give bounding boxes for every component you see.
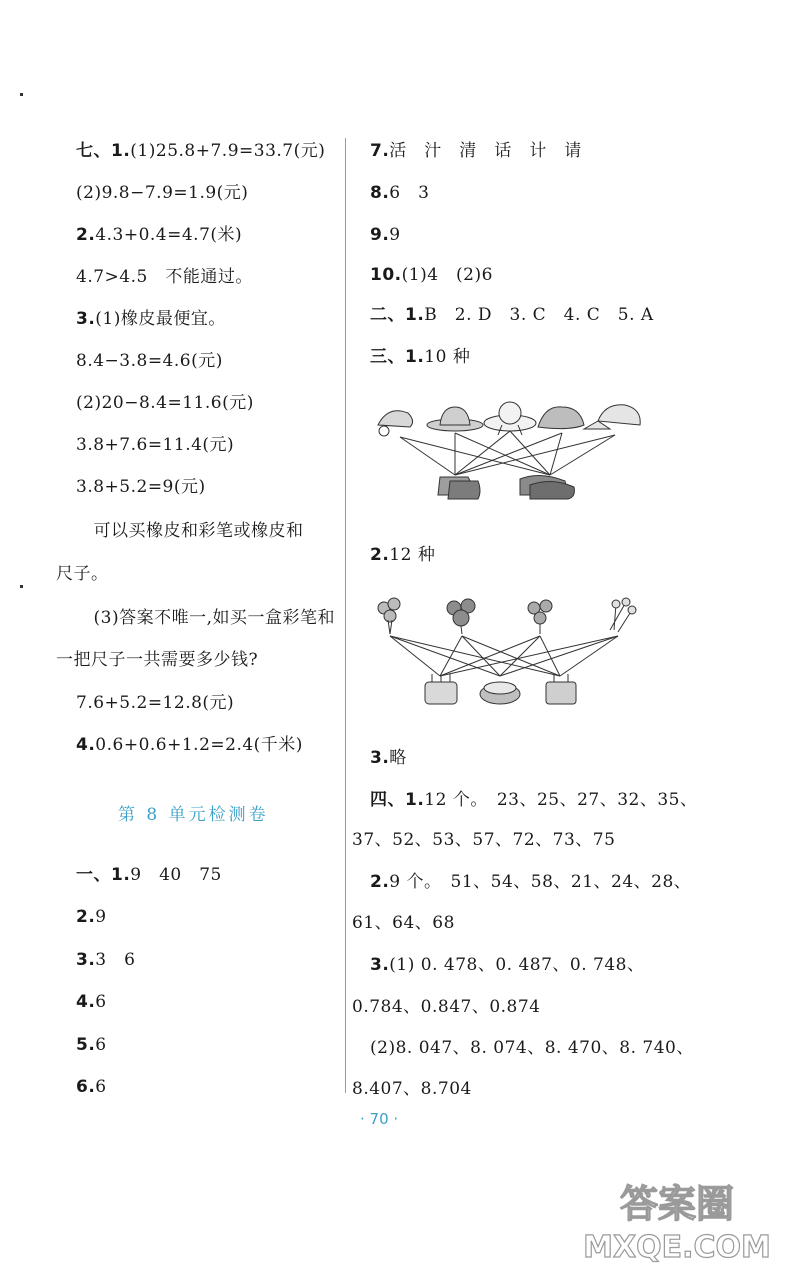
answer-line: 0.784、0.847、0.874 [352, 997, 541, 1017]
answer-line: 8.4−3.8=4.6(元) [76, 351, 223, 371]
hat-icon [484, 402, 536, 435]
shoe-icon [438, 477, 480, 499]
answer-line: 2.9 个。 51、54、58、21、24、28、 [370, 872, 692, 892]
answer-line: 4.7>4.5 不能通过。 [76, 267, 253, 287]
cake-icon [546, 674, 576, 704]
answer-line: 七、1.(1)25.8+7.9=33.7(元) [76, 141, 326, 161]
answer-line: (2)9.8−7.9=1.9(元) [76, 183, 249, 203]
answer-line: 3.(1)橡皮最便宜。 [76, 309, 226, 329]
answer-line: (2)20−8.4=11.6(元) [76, 393, 254, 413]
answer-line: 3.略 [370, 748, 407, 768]
answer-line: 37、52、53、57、72、73、75 [352, 830, 616, 850]
answer-line: 三、1.10 种 [370, 347, 471, 367]
hat-icon [378, 411, 413, 436]
hat-icon [427, 407, 483, 431]
flower-bouquet-icon [378, 598, 400, 634]
flowers-cakes-figure [370, 590, 650, 715]
answer-line: 4.6 [76, 992, 107, 1012]
answer-line: 3.8+5.2=9(元) [76, 477, 206, 497]
answer-line: 8.407、8.704 [352, 1079, 472, 1099]
watermark-logo [572, 1175, 782, 1265]
cake-icon [480, 682, 520, 704]
watermark-bottom: MXQE.COM [583, 1230, 771, 1265]
answer-line: 61、64、68 [352, 913, 455, 933]
cap-icon [584, 405, 640, 429]
answer-line: 3.8+7.6=11.4(元) [76, 435, 235, 455]
page-number: · 70 · [360, 1110, 399, 1128]
flower-bouquet-icon [447, 599, 475, 634]
section-title: 第 8 单元检测卷 [118, 805, 269, 825]
scan-mark [20, 93, 23, 96]
answer-line: 一、1.9 40 75 [76, 865, 222, 885]
hats-shoes-figure [370, 395, 650, 505]
answer-line: 6.6 [76, 1077, 107, 1097]
flower-bouquet-icon [610, 598, 636, 632]
answer-line: 尺子。 [56, 564, 109, 584]
flower-bouquet-icon [528, 600, 552, 634]
answer-line: 二、1.B 2. D 3. C 4. C 5. A [370, 305, 654, 325]
hat-icon [538, 407, 584, 429]
answer-line: 2.12 种 [370, 545, 436, 565]
scan-mark [20, 585, 23, 588]
answer-line: 3.(1) 0. 478、0. 487、0. 748、 [370, 955, 645, 975]
answer-line: 3.3 6 [76, 950, 136, 970]
column-divider [345, 138, 346, 1093]
answer-line: 一把尺子一共需要多少钱? [56, 650, 259, 670]
answer-line: 5.6 [76, 1035, 107, 1055]
shoe-icon [520, 475, 574, 499]
answer-line: 2.4.3+0.4=4.7(米) [76, 225, 243, 245]
answer-line: 8.6 3 [370, 183, 430, 203]
watermark-top: 答案圈 [619, 1182, 735, 1226]
answer-line: (3)答案不唯一,如买一盒彩笔和 [76, 608, 335, 628]
answer-line: 4.0.6+0.6+1.2=2.4(千米) [76, 735, 303, 755]
answer-line: 7.活 汁 清 话 计 请 [370, 141, 582, 161]
answer-line: 可以买橡皮和彩笔或橡皮和 [76, 521, 304, 541]
answer-line: (2)8. 047、8. 074、8. 470、8. 740、 [370, 1038, 694, 1058]
answer-line: 9.9 [370, 225, 401, 245]
answer-line: 2.9 [76, 907, 107, 927]
answer-line: 10.(1)4 (2)6 [370, 265, 493, 285]
answer-line: 四、1.12 个。 23、25、27、32、35、 [370, 790, 698, 810]
answer-line: 7.6+5.2=12.8(元) [76, 693, 235, 713]
cake-icon [425, 674, 457, 704]
